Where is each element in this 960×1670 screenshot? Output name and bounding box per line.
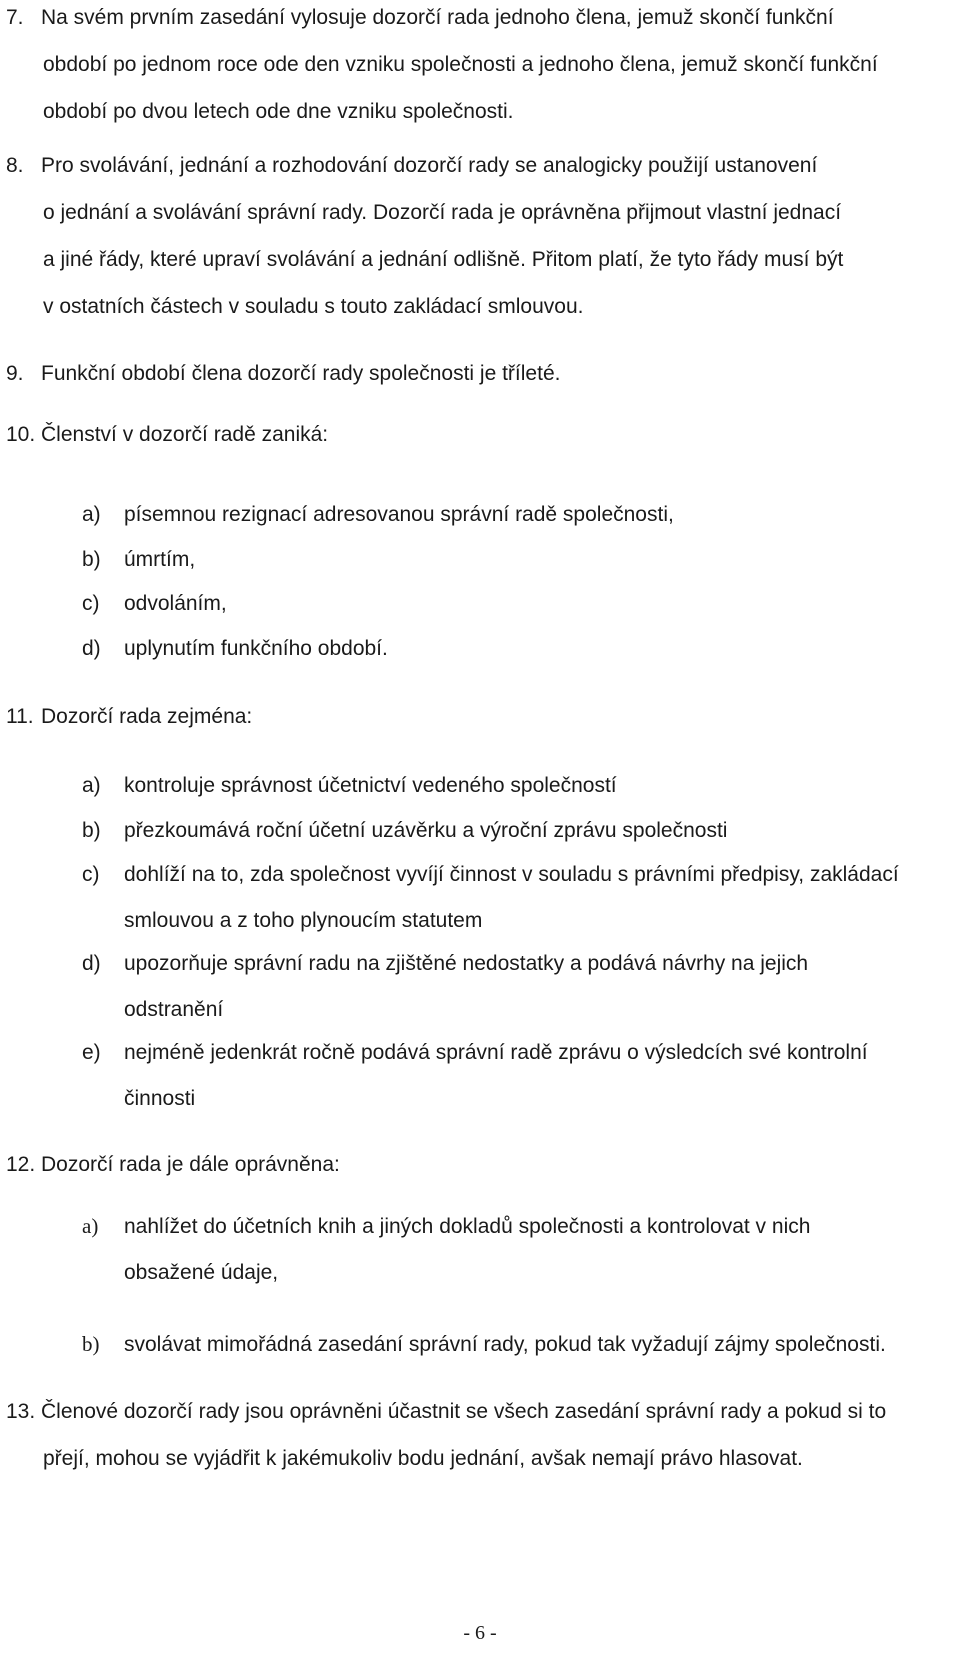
paragraph-8 — [6, 142, 950, 330]
list-item-text: činnosti — [124, 1087, 196, 1110]
list-item — [82, 1321, 950, 1368]
list-marker: b) — [82, 819, 101, 842]
list-marker: b) — [82, 548, 101, 571]
list-item — [82, 581, 950, 627]
list-marker: e) — [82, 1041, 101, 1064]
list-marker: c) — [82, 863, 100, 886]
paragraph-text: Dozorčí rada zejména: — [41, 705, 253, 728]
list-item — [82, 537, 950, 583]
list-item — [82, 808, 950, 854]
list-item-text: nahlížet do účetních knih a jiných dokladů společnosti a kontrolovat v nich — [124, 1215, 811, 1238]
list-item — [82, 492, 950, 538]
list-item — [82, 1203, 950, 1296]
list-item-text: nejméně jedenkrát ročně podává správní radě zprávu o výsledcích své kontrolní — [124, 1041, 868, 1064]
paragraph-11 — [6, 693, 950, 740]
paragraph-number: 12. — [6, 1153, 36, 1176]
paragraph-number: 7. — [6, 6, 24, 29]
list-item-text: svolávat mimořádná zasedání správní rady, pokud tak vyžadují zájmy společnosti. — [124, 1333, 886, 1356]
paragraph-7 — [6, 0, 950, 135]
paragraph-number: 9. — [6, 362, 24, 385]
list-item-text: dohlíží na to, zda společnost vyvíjí činnost v souladu s právními předpisy, zakládací — [124, 863, 899, 886]
paragraph-13 — [6, 1388, 950, 1482]
list-item-text: písemnou rezignací adresovanou správní radě společnosti, — [124, 503, 674, 526]
list-item-text: uplynutím funkčního období. — [124, 637, 388, 660]
list-marker: a) — [82, 1214, 99, 1238]
list-item-text: odvoláním, — [124, 592, 227, 615]
paragraph-text: období po dvou letech ode dne vzniku společnosti. — [43, 100, 514, 123]
list-item-text: přezkoumává roční účetní uzávěrku a výroční zprávu společnosti — [124, 819, 728, 842]
paragraph-text: v ostatních částech v souladu s touto zakládací smlouvou. — [43, 295, 584, 318]
page-number: - 6 - — [463, 1622, 497, 1644]
list-item-text: kontroluje správnost účetnictví vedeného společností — [124, 774, 617, 797]
paragraph-text: o jednání a svolávání správní rady. Dozorčí rada je oprávněna přijmout vlastní jednací — [43, 201, 842, 224]
list-item-text: obsažené údaje, — [124, 1261, 279, 1284]
paragraph-text: Dozorčí rada je dále oprávněna: — [41, 1153, 340, 1176]
paragraph-9 — [6, 350, 950, 397]
paragraph-text: období po jednom roce ode den vzniku společnosti a jednoho člena, jemuž skončí funkční — [43, 53, 878, 76]
paragraph-text: přejí, mohou se vyjádřit k jakémukoliv bodu jednání, avšak nemají právo hlasovat. — [43, 1447, 803, 1470]
list-item — [82, 941, 950, 1033]
list-marker: d) — [82, 952, 101, 975]
paragraph-text: Členství v dozorčí radě zaniká: — [41, 423, 329, 446]
list-marker: c) — [82, 592, 100, 615]
list-item — [82, 626, 950, 672]
list-item-text: úmrtím, — [124, 548, 196, 571]
paragraph-text: Funkční období člena dozorčí rady společnosti je tříleté. — [41, 362, 561, 385]
paragraph-number: 13. — [6, 1400, 36, 1423]
paragraph-text: Na svém prvním zasedání vylosuje dozorčí rada jednoho člena, jemuž skončí funkční — [41, 6, 834, 29]
list-marker: a) — [82, 503, 101, 526]
list-item — [82, 1030, 950, 1122]
list-item-text: upozorňuje správní radu na zjištěné nedostatky a podává návrhy na jejich — [124, 952, 809, 975]
list-item-text: odstranění — [124, 998, 224, 1021]
paragraph-text: Členové dozorčí rady jsou oprávněni účastnit se všech zasedání správní rady a pokud si to — [41, 1400, 887, 1423]
paragraph-number: 10. — [6, 423, 36, 446]
list-marker: a) — [82, 774, 101, 797]
paragraph-10 — [6, 411, 950, 458]
list-marker: d) — [82, 637, 101, 660]
paragraph-number: 11. — [6, 705, 34, 728]
list-item-text: smlouvou a z toho plynoucím statutem — [124, 909, 483, 932]
paragraph-text: a jiné řády, které upraví svolávání a jednání odlišně. Přitom platí, že tyto řády musí být — [43, 248, 844, 271]
list-marker: b) — [82, 1332, 100, 1356]
list-item — [82, 763, 950, 809]
paragraph-text: Pro svolávání, jednání a rozhodování dozorčí rady se analogicky použijí ustanovení — [41, 154, 818, 177]
paragraph-12 — [6, 1141, 950, 1188]
list-item — [82, 852, 950, 944]
paragraph-number: 8. — [6, 154, 24, 177]
